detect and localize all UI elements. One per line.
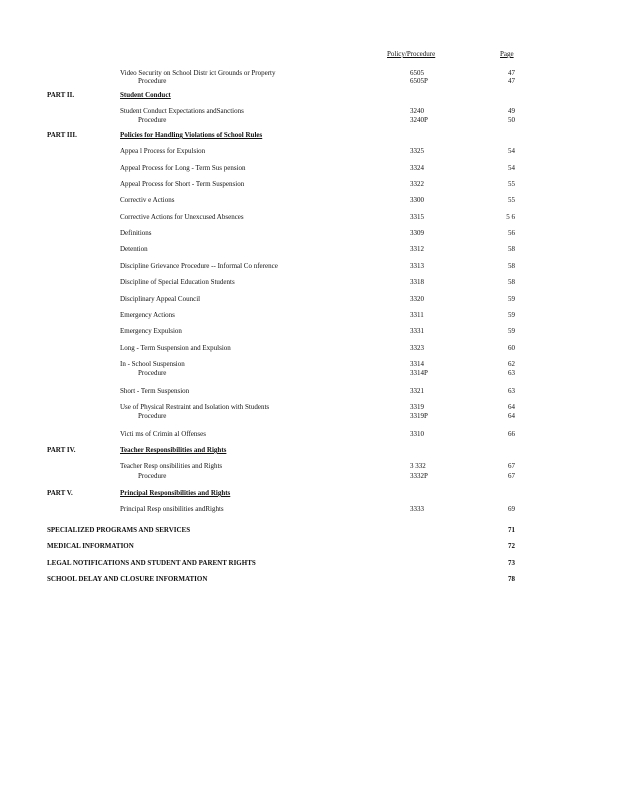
toc-entry-subtitle[interactable]: Procedure: [138, 369, 167, 377]
toc-entry-title[interactable]: Emergency Actions: [120, 311, 175, 319]
toc-entry-title[interactable]: Use of Physical Restraint and Isolation with Students: [120, 403, 270, 411]
policy-column-header: Policy/Procedure: [387, 50, 436, 58]
toc-entry-page: 63: [508, 387, 515, 395]
toc-major-page: 78: [508, 575, 515, 583]
toc-entry-policy: 3318: [410, 278, 424, 286]
toc-entry-policy: 3240: [410, 107, 424, 115]
toc-entry-policy: 3331: [410, 327, 424, 335]
page-column-header: Page: [500, 50, 514, 58]
toc-entry-page: 47: [508, 77, 515, 85]
toc-entry-title[interactable]: Teacher Resp onsibilities and Rights: [120, 462, 223, 470]
toc-major-page: 71: [508, 526, 515, 534]
toc-major-section[interactable]: SPECIALIZED PROGRAMS AND SERVICES: [47, 526, 191, 534]
toc-entry-title[interactable]: Long - Term Suspension and Expulsion: [120, 344, 231, 352]
toc-entry-policy: 3321: [410, 387, 424, 395]
toc-entry-page: 62: [508, 360, 515, 368]
toc-entry-page: 64: [508, 412, 515, 420]
toc-entry-policy: 3332P: [410, 472, 428, 480]
toc-entry-page: 55: [508, 196, 515, 204]
toc-entry-policy: 6505: [410, 69, 424, 77]
toc-entry-page: 67: [508, 472, 515, 480]
toc-entry-page: 54: [508, 147, 515, 155]
toc-entry-title[interactable]: Emergency Expulsion: [120, 327, 182, 335]
toc-entry-policy: 3320: [410, 295, 424, 303]
toc-entry-subtitle[interactable]: Procedure: [138, 116, 167, 124]
toc-entry-page: 64: [508, 403, 515, 411]
toc-entry-page: 69: [508, 505, 515, 513]
toc-entry-page: 49: [508, 107, 515, 115]
toc-entry-policy: 3325: [410, 147, 424, 155]
toc-entry-title[interactable]: In - School Suspension: [120, 360, 185, 368]
part-label: PART II.: [47, 91, 75, 99]
section-heading[interactable]: Student Conduct: [120, 91, 171, 99]
toc-entry-title[interactable]: Principal Resp onsibilities andRights: [120, 505, 224, 513]
toc-entry-policy: 3300: [410, 196, 424, 204]
toc-entry-policy: 3324: [410, 164, 424, 172]
toc-entry-page: 55: [508, 180, 515, 188]
toc-entry-page: 56: [508, 229, 515, 237]
toc-entry-policy: 3311: [410, 311, 424, 319]
toc-entry-page: 66: [508, 430, 515, 438]
toc-entry-policy: 3314P: [410, 369, 428, 377]
toc-entry-policy: 3333: [410, 505, 424, 513]
part-label: PART V.: [47, 489, 73, 497]
toc-major-section[interactable]: LEGAL NOTIFICATIONS AND STUDENT AND PARENT RIGHTS: [47, 559, 256, 567]
toc-entry-policy: 3310: [410, 430, 424, 438]
toc-entry-policy: 3313: [410, 262, 424, 270]
toc-entry-title[interactable]: Appea l Process for Expulsion: [120, 147, 206, 155]
toc-entry-title[interactable]: Student Conduct Expectations andSanctions: [120, 107, 244, 115]
toc-entry-title[interactable]: Correctiv e Actions: [120, 196, 175, 204]
toc-entry-policy: 3314: [410, 360, 424, 368]
toc-entry-policy: 3240P: [410, 116, 428, 124]
toc-entry-subtitle[interactable]: Procedure: [138, 472, 167, 480]
toc-entry-policy: 6505P: [410, 77, 428, 85]
toc-entry-policy: 3309: [410, 229, 424, 237]
toc-entry-title[interactable]: Corrective Actions for Unexcused Absences: [120, 213, 244, 221]
part-label: PART IV.: [47, 446, 76, 454]
toc-entry-page: 5 6: [506, 213, 515, 221]
toc-major-section[interactable]: SCHOOL DELAY AND CLOSURE INFORMATION: [47, 575, 208, 583]
toc-entry-page: 58: [508, 245, 515, 253]
toc-entry-page: 63: [508, 369, 515, 377]
toc-entry-subtitle[interactable]: Procedure: [138, 412, 167, 420]
toc-entry-title[interactable]: Victi ms of Crimin al Offenses: [120, 430, 206, 438]
part-label: PART III.: [47, 131, 77, 139]
toc-entry-policy: 3315: [410, 213, 424, 221]
toc-entry-page: 47: [508, 69, 515, 77]
toc-entry-policy: 3 332: [410, 462, 426, 470]
toc-entry-title[interactable]: Discipline of Special Education Students: [120, 278, 235, 286]
toc-entry-title[interactable]: Appeal Process for Long - Term Sus pension: [120, 164, 246, 172]
toc-entry-title[interactable]: Disciplinary Appeal Council: [120, 295, 201, 303]
toc-entry-page: 60: [508, 344, 515, 352]
section-heading[interactable]: Policies for Handling Violations of School Rules: [120, 131, 263, 139]
toc-entry-page: 58: [508, 278, 515, 286]
toc-entry-policy: 3319: [410, 403, 424, 411]
toc-entry-page: 59: [508, 295, 515, 303]
toc-entry-policy: 3319P: [410, 412, 428, 420]
section-heading[interactable]: Teacher Responsibilities and Rights: [120, 446, 227, 454]
toc-major-page: 72: [508, 542, 515, 550]
toc-entry-title[interactable]: Video Security on School Distr ict Grounds or Property: [120, 69, 276, 77]
toc-entry-page: 59: [508, 311, 515, 319]
toc-entry-page: 50: [508, 116, 515, 124]
toc-entry-title[interactable]: Detention: [120, 245, 148, 253]
toc-entry-policy: 3322: [410, 180, 424, 188]
toc-entry-policy: 3312: [410, 245, 424, 253]
section-heading[interactable]: Principal Responsibilities and Rights: [120, 489, 231, 497]
toc-entry-page: 54: [508, 164, 515, 172]
toc-entry-title[interactable]: Short - Term Suspension: [120, 387, 190, 395]
toc-entry-subtitle[interactable]: Procedure: [138, 77, 167, 85]
toc-entry-title[interactable]: Discipline Grievance Procedure -- Informal Co nference: [120, 262, 278, 270]
toc-entry-title[interactable]: Definitions: [120, 229, 152, 237]
toc-entry-policy: 3323: [410, 344, 424, 352]
toc-entry-page: 67: [508, 462, 515, 470]
toc-major-page: 73: [508, 559, 515, 567]
toc-entry-page: 58: [508, 262, 515, 270]
toc-entry-page: 59: [508, 327, 515, 335]
toc-entry-title[interactable]: Appeal Process for Short - Term Suspension: [120, 180, 245, 188]
toc-major-section[interactable]: MEDICAL INFORMATION: [47, 542, 134, 550]
